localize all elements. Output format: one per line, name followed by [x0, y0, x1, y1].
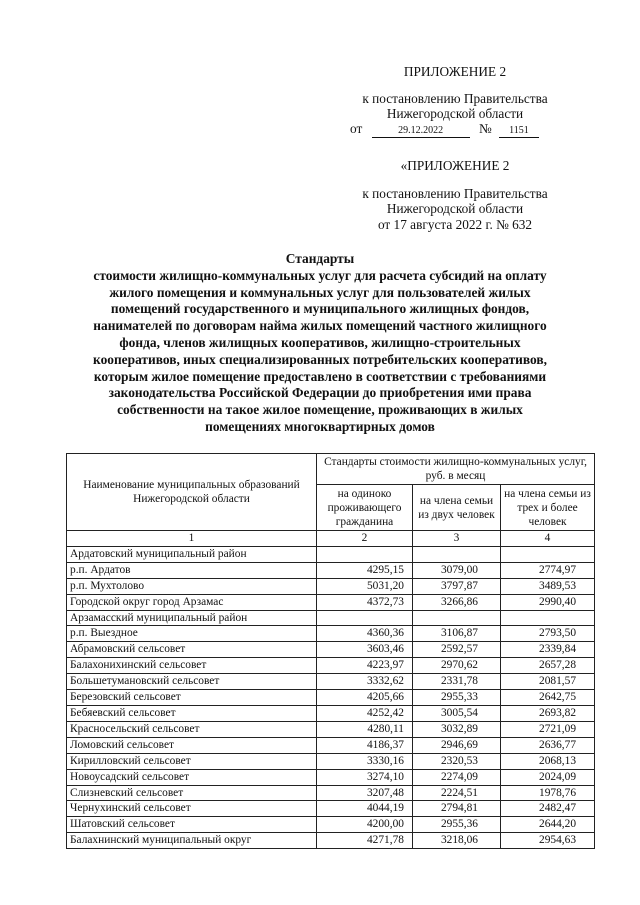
table-row — [67, 578, 595, 594]
municipality-name: р.п. Ардатов — [67, 562, 317, 578]
standards-group-header: Стандарты стоимости жилищно-коммунальных услуг, руб. в месяц — [317, 454, 595, 485]
single-person-value: 4360,36 — [317, 626, 413, 642]
column-number: 3 — [413, 531, 501, 547]
title-line: жилого помещения и коммунальных услуг для пользователей жилых — [109, 284, 531, 300]
table-row — [67, 610, 595, 626]
three-plus-value — [501, 546, 595, 562]
title-line: собственности на такое жилое помещение, проживающих в жилых — [117, 402, 523, 418]
table-row — [67, 705, 595, 721]
two-person-value: 2224,51 — [413, 785, 501, 801]
column-number: 1 — [67, 531, 317, 547]
three-plus-value: 2721,09 — [501, 721, 595, 737]
table-row — [67, 562, 595, 578]
three-plus-value: 2642,75 — [501, 690, 595, 706]
table-body — [67, 546, 595, 848]
single-person-value — [317, 546, 413, 562]
municipality-column-header: Наименование муниципальных образований Нижегородской области — [67, 454, 317, 531]
municipality-name: Балахонихинский сельсовет — [67, 658, 317, 674]
single-person-value: 3274,10 — [317, 769, 413, 785]
three-plus-value: 2793,50 — [501, 626, 595, 642]
three-plus-value: 2644,20 — [501, 817, 595, 833]
two-person-value: 3797,87 — [413, 578, 501, 594]
two-person-value: 2331,78 — [413, 674, 501, 690]
three-plus-value: 2068,13 — [501, 753, 595, 769]
region-name: Нижегородской области — [386, 106, 524, 121]
two-person-value: 2946,69 — [413, 737, 501, 753]
single-person-value: 3332,62 — [317, 674, 413, 690]
column-number: 2 — [317, 531, 413, 547]
single-person-value: 4280,11 — [317, 721, 413, 737]
three-plus-value: 3489,53 — [501, 578, 595, 594]
municipality-name: Красносельский сельсовет — [67, 721, 317, 737]
table-row — [67, 753, 595, 769]
municipality-name: Абрамовский сельсовет — [67, 642, 317, 658]
table-row — [67, 626, 595, 642]
municipality-name: Слизневский сельсовет — [67, 785, 317, 801]
single-person-value: 5031,20 — [317, 578, 413, 594]
three-plus-value: 2657,28 — [501, 658, 595, 674]
municipality-name: Бебяевский сельсовет — [67, 705, 317, 721]
title-line: которым жилое помещение предоставлено в соответствии с требованиями — [93, 368, 547, 384]
two-person-value: 3032,89 — [413, 721, 501, 737]
municipality-name: Ломовский сельсовет — [67, 737, 317, 753]
three-plus-value: 2990,40 — [501, 594, 595, 610]
two-person-value: 3079,00 — [413, 562, 501, 578]
title-line: фонда, членов жилищных кооперативов, жилищно-строительных — [119, 334, 521, 350]
standards-table — [66, 453, 595, 849]
single-person-value: 4372,73 — [317, 594, 413, 610]
municipality-name: Большетумановский сельсовет — [67, 674, 317, 690]
municipality-name: Ардатовский муниципальный район — [67, 546, 317, 562]
three-plus-value: 2081,57 — [501, 674, 595, 690]
single-person-value: 4200,00 — [317, 817, 413, 833]
resolution-date: 29.12.2022 — [372, 125, 470, 138]
table-row — [67, 658, 595, 674]
title-line: нанимателей по договорам найма жилых помещений частного жилищного — [93, 318, 547, 334]
municipality-name: Городской округ город Арзамас — [67, 594, 317, 610]
single-person-value: 4271,78 — [317, 833, 413, 849]
two-person-value: 2592,57 — [413, 642, 501, 658]
single-person-value: 4186,37 — [317, 737, 413, 753]
three-plus-value: 2482,47 — [501, 801, 595, 817]
single-person-value: 4295,15 — [317, 562, 413, 578]
three-plus-family-header: на члена семьи из трех и более человек — [501, 485, 595, 531]
resolution-number: 1151 — [499, 125, 539, 138]
title-line: помещениях многоквартирных домов — [205, 418, 435, 434]
three-plus-value: 2339,84 — [501, 642, 595, 658]
two-person-value: 2320,53 — [413, 753, 501, 769]
title-line: законодательства Российской Федерации до приобретения ими права — [108, 385, 532, 401]
single-person-value: 3207,48 — [317, 785, 413, 801]
two-person-value: 2955,36 — [413, 817, 501, 833]
quoted-region-name: Нижегородской области — [386, 201, 524, 216]
title-heading: Стандарты — [285, 251, 355, 266]
resolution-reference: к постановлению Правительства — [362, 91, 548, 106]
two-person-family-header: на члена семьи из двух человек — [413, 485, 501, 531]
single-person-value — [317, 610, 413, 626]
single-person-value: 4252,42 — [317, 705, 413, 721]
table-row — [67, 546, 595, 562]
municipality-name: Балахнинский муниципальный округ — [67, 833, 317, 849]
two-person-value — [413, 610, 501, 626]
three-plus-value: 2954,63 — [501, 833, 595, 849]
two-person-value — [413, 546, 501, 562]
three-plus-value: 2636,77 — [501, 737, 595, 753]
table-row — [67, 737, 595, 753]
from-label: от — [350, 121, 363, 136]
municipality-name: Кирилловский сельсовет — [67, 753, 317, 769]
single-person-value: 4223,97 — [317, 658, 413, 674]
two-person-value: 2970,62 — [413, 658, 501, 674]
municipality-name: р.п. Мухтолово — [67, 578, 317, 594]
title-line: помещений государственного и муниципального жилищных фондов, — [110, 301, 530, 317]
single-person-value: 3603,46 — [317, 642, 413, 658]
single-person-value: 3330,16 — [317, 753, 413, 769]
title-line: кооперативов, иных специализированных потребительских кооперативов, — [93, 351, 547, 367]
quoted-appendix-title: «ПРИЛОЖЕНИЕ 2 — [400, 158, 510, 173]
table-row — [67, 817, 595, 833]
three-plus-value: 2024,09 — [501, 769, 595, 785]
table-row — [67, 833, 595, 849]
table-row — [67, 721, 595, 737]
municipality-name: Чернухинский сельсовет — [67, 801, 317, 817]
table-row — [67, 674, 595, 690]
table-row — [67, 769, 595, 785]
two-person-value: 3106,87 — [413, 626, 501, 642]
three-plus-value — [501, 610, 595, 626]
table-row — [67, 690, 595, 706]
table-row — [67, 785, 595, 801]
title-line: стоимости жилищно-коммунальных услуг для расчета субсидий на оплату — [93, 267, 547, 283]
two-person-value: 3218,06 — [413, 833, 501, 849]
quoted-date-line: от 17 августа 2022 г. № 632 — [377, 217, 533, 232]
municipality-name: Березовский сельсовет — [67, 690, 317, 706]
three-plus-value: 1978,76 — [501, 785, 595, 801]
single-person-value: 4044,19 — [317, 801, 413, 817]
table-row — [67, 801, 595, 817]
column-number: 4 — [501, 531, 595, 547]
resolution-date-line — [350, 121, 570, 138]
three-plus-value: 2774,97 — [501, 562, 595, 578]
single-person-value: 4205,66 — [317, 690, 413, 706]
municipality-name: р.п. Выездное — [67, 626, 317, 642]
two-person-value: 3266,86 — [413, 594, 501, 610]
two-person-value: 2274,09 — [413, 769, 501, 785]
number-label: № — [478, 121, 492, 136]
two-person-value: 3005,54 — [413, 705, 501, 721]
table-row — [67, 594, 595, 610]
table-row — [67, 642, 595, 658]
quoted-resolution-reference: к постановлению Правительства — [362, 186, 548, 201]
two-person-value: 2955,33 — [413, 690, 501, 706]
three-plus-value: 2693,82 — [501, 705, 595, 721]
document-title — [50, 251, 590, 436]
single-person-header: на одиноко проживающего гражданина — [317, 485, 413, 531]
municipality-name: Шатовский сельсовет — [67, 817, 317, 833]
municipality-name: Новоусадский сельсовет — [67, 769, 317, 785]
two-person-value: 2794,81 — [413, 801, 501, 817]
municipality-name: Арзамасский муниципальный район — [67, 610, 317, 626]
appendix-title: ПРИЛОЖЕНИЕ 2 — [403, 64, 507, 79]
